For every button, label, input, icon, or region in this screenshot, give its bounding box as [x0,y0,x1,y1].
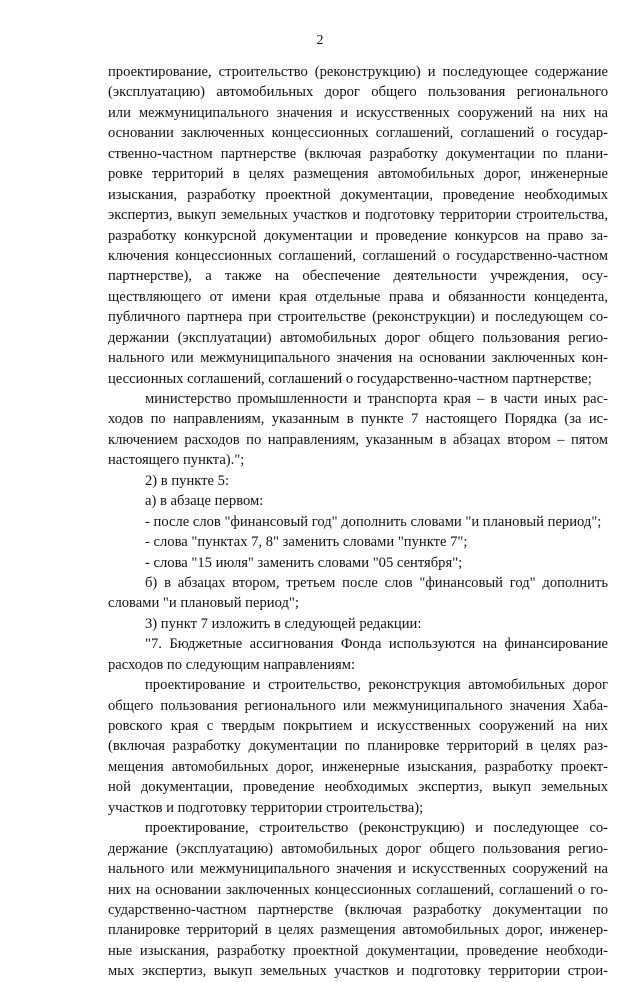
text-line: министерство промышленности и транспорта края – в части иных рас- [145,391,608,407]
document-body [108,62,608,982]
text-line: - слова "пунктах 7, 8" заменить словами "пункте 7"; [145,534,468,551]
text-line: проектирование, строительство (реконструкцию) и последующее со- [145,820,608,837]
text-line: разработку конкурсной документации и проведение конкурсов на право за- [108,227,608,244]
text-line: общего пользования регионального или межмуниципального значения Хаба- [108,697,608,714]
text-line: ственно-частном партнерстве (включая разработку документации по плани- [108,145,608,162]
text-line: ровского края с твердым покрытием и искусственных сооружений на них [108,718,608,734]
text-line: или межмуниципального значения и искусственных сооружений на них на [108,104,608,121]
text-line: нального или межмуниципального значения на основании заключенных кон- [108,350,608,367]
text-line: ной документации, проведение необходимых экспертиз, выкуп земельных [108,779,608,796]
text-line: 3) пункт 7 изложить в следующей редакции: [145,615,422,632]
text-line: ровке территорий в целях размещения автомобильных дорог, инженерные [108,166,608,183]
text-line: сударственно-частном партнерстве (включая разработку документации по [108,901,608,918]
text-line: б) в абзацах втором, третьем после слов "финансовый год" дополнить [145,574,608,591]
text-line: ществляющего от имени края отдельные права и обязанности концедента, [108,288,608,305]
text-line: цессионных соглашений, соглашений о государственно-частном партнерстве; [108,370,592,387]
text-line: ные изыскания, разработку проектной документации, проведение необходи- [108,942,608,959]
text-line: изыскания, разработку проектной документации, проведение необходимых [108,186,608,203]
text-line: ходов по направлениям, указанным в пункте 7 настоящего Порядка (за ис- [108,411,608,428]
text-line: проектирование и строительство, реконструкция автомобильных дорог [145,677,608,694]
text-line: держании (эксплуатации) автомобильных дорог общего пользования регио- [108,329,608,346]
text-line: (эксплуатацию) автомобильных дорог общего пользования регионального [108,84,608,101]
text-line: словами "и плановый период"; [108,595,299,612]
text-line: (включая разработку документации по планировке территорий в целях раз- [108,738,608,755]
text-line: нального или межмуниципального значения и искусственных сооружений на [108,861,608,878]
text-line: - после слов "финансовый год" дополнить словами "и плановый период"; [145,513,602,530]
text-line: проектирование, строительство (реконструкцию) и последующее содержание [108,64,608,80]
text-line: держание (эксплуатацию) автомобильных дорог общего пользования регио- [108,840,608,857]
text-line: ключением расходов по направлениям, указанным в абзацах втором – пятом [108,431,608,448]
text-line: а) в абзаце первом: [145,493,264,510]
text-line: экспертиз, выкуп земельных участков и подготовку территории строительства, [108,207,608,224]
text-line: публичного партнера при строительстве (реконструкции) и последующем со- [108,309,608,326]
text-line: партнерстве), а также на обеспечение деятельности учреждения, осу- [108,268,608,285]
text-line: основании заключенных концессионных соглашений, соглашений о государ- [108,125,608,142]
text-line: настоящего пункта)."; [108,452,245,469]
page-number: 2 [316,33,324,48]
text-line: мещения автомобильных дорог, инженерные изыскания, разработку проект- [108,758,608,775]
text-line: "7. Бюджетные ассигнования Фонда используются на финансирование [145,636,608,653]
text-line: планировке территорий в целях размещения автомобильных дорог, инженер- [108,922,608,939]
text-line: них на основании заключенных концессионных соглашений, соглашений о го- [108,881,608,898]
text-line: ключения концессионных соглашений, соглашений о государственно-частном [108,247,608,264]
text-line: расходов по следующим направлениям: [108,656,356,673]
text-line: мых экспертиз, выкуп земельных участков и подготовку территории строи- [108,963,608,980]
text-line: участков и подготовку территории строительства); [108,799,424,816]
text-line: 2) в пункте 5: [145,472,230,489]
text-line: - слова "15 июля" заменить словами "05 сентября"; [145,554,463,571]
